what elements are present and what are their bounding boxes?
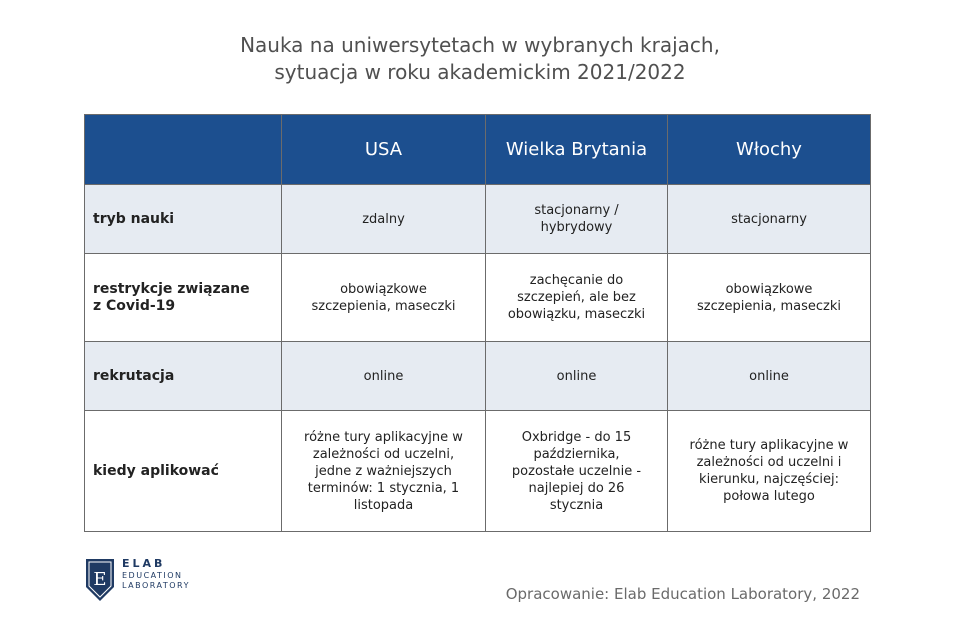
row-label-line: kiedy aplikować	[93, 462, 219, 479]
row-label-line: tryb nauki	[93, 210, 175, 227]
row-label-when-to-apply	[85, 411, 282, 532]
page-title	[0, 32, 960, 86]
cell-line: zależności od uczelni i	[696, 455, 842, 470]
cell-line: listopada	[353, 497, 414, 513]
column-header-usa: USA	[282, 115, 486, 185]
comparison-table	[84, 114, 871, 532]
cell-line: najlepiej do 26	[528, 480, 625, 496]
cell-line: stacjonarny /	[534, 203, 619, 218]
source-credit: Opracowanie: Elab Education Laboratory, 2022	[505, 585, 860, 603]
cell-line: zdalny	[362, 211, 405, 227]
cell-usa-recruitment	[282, 342, 486, 411]
cell-italy-recruitment	[668, 342, 871, 411]
cell-line: różne tury aplikacyjne w	[689, 438, 849, 453]
table-row-recruitment	[85, 342, 871, 411]
elab-logo	[84, 557, 224, 605]
cell-line: online	[556, 368, 597, 384]
cell-italy-covid-restrictions	[668, 254, 871, 342]
cell-usa-study-mode	[282, 185, 486, 254]
table-row-when-to-apply	[85, 411, 871, 532]
shield-icon	[84, 557, 116, 603]
table-row-study-mode	[85, 185, 871, 254]
cell-line: kierunku, najczęściej:	[699, 472, 839, 487]
logo-line-3: LABORATORY	[122, 581, 190, 590]
row-label-recruitment	[85, 342, 282, 411]
cell-line: Oxbridge - do 15	[521, 429, 632, 445]
cell-uk-when-to-apply	[486, 411, 668, 532]
cell-line: hybrydowy	[540, 220, 613, 235]
title-line-2: sytuacja w roku akademickim 2021/2022	[274, 60, 686, 84]
row-label-study-mode	[85, 185, 282, 254]
cell-italy-study-mode	[668, 185, 871, 254]
column-header-uk: Wielka Brytania	[486, 115, 668, 185]
cell-line: różne tury aplikacyjne w	[304, 429, 463, 445]
row-label-line: z Covid-19	[93, 297, 176, 314]
cell-line: terminów: 1 stycznia, 1	[307, 480, 460, 496]
row-label-line: restrykcje związane	[93, 280, 250, 297]
cell-uk-recruitment	[486, 342, 668, 411]
row-label-line: rekrutacja	[93, 367, 175, 384]
cell-line: szczepienia, maseczki	[311, 298, 456, 314]
cell-line: pozostałe uczelnie -	[511, 463, 642, 479]
cell-line: zależności od uczelni,	[312, 446, 455, 462]
title-line-1: Nauka na uniwersytetach w wybranych krajach,	[240, 33, 720, 57]
table-row-covid-restrictions	[85, 254, 871, 342]
cell-line: obowiązkowe	[725, 281, 813, 297]
logo-letter: E	[93, 569, 107, 590]
header-corner-cell	[85, 115, 282, 185]
cell-line: października,	[533, 446, 620, 462]
cell-line: online	[749, 368, 789, 384]
cell-line: stycznia	[549, 497, 604, 513]
cell-uk-covid-restrictions	[486, 254, 668, 342]
logo-line-1: ELAB	[122, 557, 166, 570]
cell-line: obowiązku, maseczki	[507, 307, 646, 322]
table-header-row	[85, 115, 871, 185]
cell-line: zachęcanie do	[529, 273, 624, 288]
cell-usa-covid-restrictions	[282, 254, 486, 342]
cell-line: online	[363, 368, 404, 384]
cell-line: szczepień, ale bez	[517, 290, 636, 305]
logo-wordmark	[122, 557, 190, 591]
row-label-covid-restrictions	[85, 254, 282, 342]
cell-usa-when-to-apply	[282, 411, 486, 532]
cell-italy-when-to-apply	[668, 411, 871, 532]
column-header-italy: Włochy	[668, 115, 871, 185]
cell-line: jedne z ważniejszych	[315, 463, 452, 479]
cell-line: stacjonarny	[731, 211, 807, 227]
cell-line: połowa lutego	[723, 489, 815, 504]
cell-uk-study-mode	[486, 185, 668, 254]
logo-line-2: EDUCATION	[122, 571, 183, 580]
cell-line: obowiązkowe	[340, 281, 427, 297]
cell-line: szczepienia, maseczki	[696, 298, 842, 314]
